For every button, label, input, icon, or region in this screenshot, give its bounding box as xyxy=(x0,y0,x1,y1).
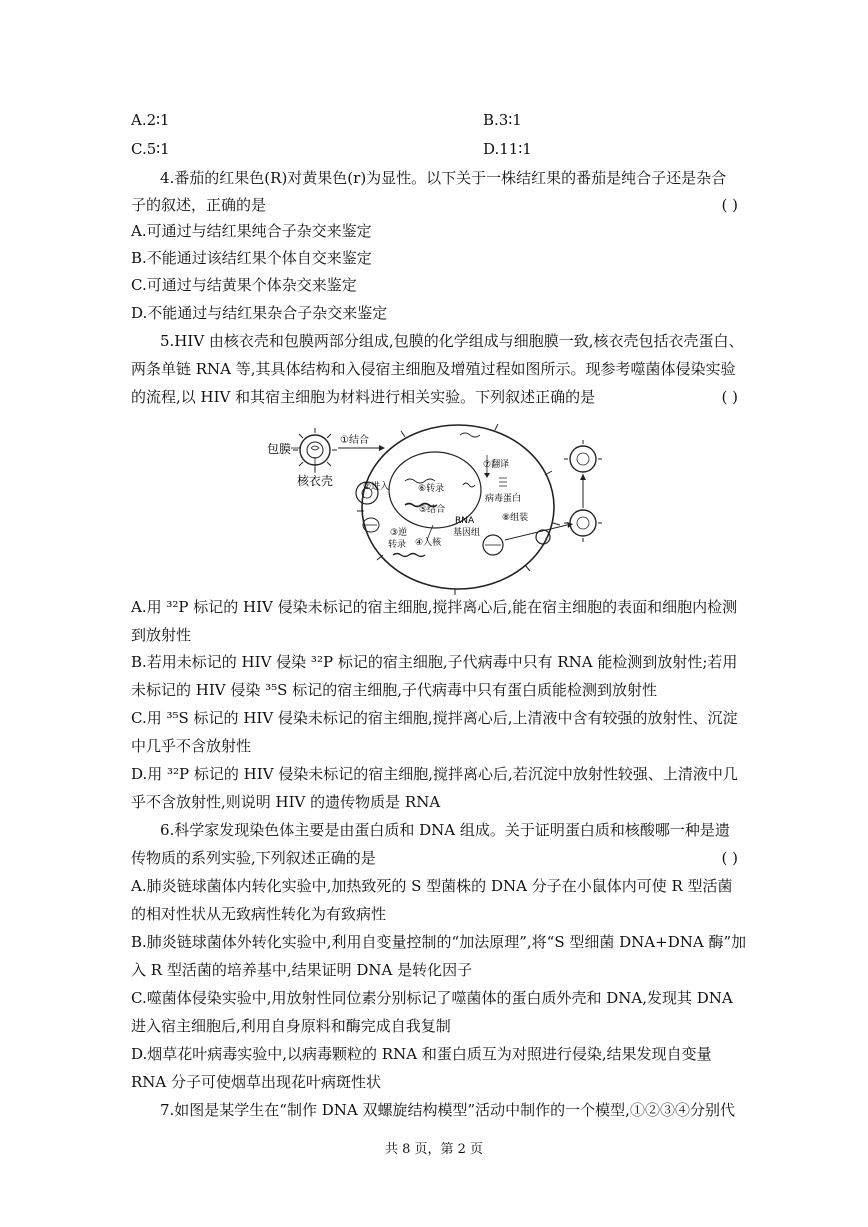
q3-option-a: A.2∶1 xyxy=(131,111,170,129)
q6-option-d-line1: D.烟草花叶病毒实验中,以病毒颗粒的 RNA 和蛋白质互为对照进行侵染,结果发现自变量 xyxy=(131,1045,712,1063)
q5-stem-line2: 两条单链 RNA 等,其具体结构和入侵宿主细胞及增殖过程如图所示。现参考噬菌体侵染实验 xyxy=(131,360,736,378)
q6-option-c-line2: 进入宿主细胞后,利用自身原料和酶完成自我复制 xyxy=(131,1017,451,1035)
q4-stem-line1: 4.番茄的红果色(R)对黄果色(r)为显性。以下关于一株结红果的番茄是纯合子还是杂合 xyxy=(160,169,727,187)
q4-option-c: C.可通过与结黄果个体杂交来鉴定 xyxy=(131,276,357,294)
q5-answer-blank: ( ) xyxy=(721,388,738,406)
q6-option-b-line1: B.肺炎链球菌体外转化实验中,利用自变量控制的“加法原理”,将“S 型细菌 DNA+DNA 酶”加 xyxy=(131,933,747,951)
step-3a-label: ③逆 xyxy=(390,528,408,538)
q6-option-b-line2: 入 R 型活菌的培养基中,结果证明 DNA 是转化因子 xyxy=(131,961,473,979)
q6-option-a-line2: 的相对性状从无致病性转化为有致病性 xyxy=(131,905,387,923)
q7-stem-line1: 7.如图是某学生在“制作 DNA 双螺旋结构模型”活动中制作的一个模型,①②③④分别代 xyxy=(160,1101,735,1119)
q4-option-b: B.不能通过该结红果个体自交来鉴定 xyxy=(131,249,372,267)
step-8-label: ⑧组装 xyxy=(502,513,529,523)
q5-stem-line3: 的流程,以 HIV 和其宿主细胞为材料进行相关实验。下列叙述正确的是 xyxy=(131,388,596,406)
q5-option-a-line2: 到放射性 xyxy=(131,626,192,644)
q5-stem-line1: 5.HIV 由核衣壳和包膜两部分组成,包膜的化学组成与细胞膜一致,核衣壳包括衣壳蛋白、 xyxy=(160,332,744,350)
q5-option-a-line1: A.用 ³²P 标记的 HIV 侵染未标记的宿主细胞,搅拌离心后,能在宿主细胞的表面和细胞内检测 xyxy=(131,598,738,616)
step-7-label: ⑦翻译 xyxy=(483,460,510,470)
q4-option-d: D.不能通过与结红果杂合子杂交来鉴定 xyxy=(131,304,388,322)
q4-option-a: A.可通过与结红果纯合子杂交来鉴定 xyxy=(131,222,372,240)
q3-option-c: C.5∶1 xyxy=(131,140,170,158)
q3-option-b: B.3∶1 xyxy=(483,111,522,129)
hiv-particle-assembled xyxy=(483,535,503,555)
page-footer: 共 8 页，第 2 页 xyxy=(384,1142,484,1157)
q5-option-c-line2: 中几乎不含放射性 xyxy=(131,737,252,755)
q4-answer-blank: ( ) xyxy=(721,196,738,214)
hiv-particle-released-lower xyxy=(564,504,602,542)
step-2-label: ②进入 xyxy=(363,482,390,492)
q6-option-a-line1: A.肺炎链球菌体内转化实验中,加热致死的 S 型菌株的 DNA 分子在小鼠体内可使 R 型活菌 xyxy=(131,877,733,895)
q5-option-c-line1: C.用 ³⁵S 标记的 HIV 侵染未标记的宿主细胞,搅拌离心后,上清液中含有较强的放射性、沉淀 xyxy=(131,709,738,727)
q6-option-c-line1: C.噬菌体侵染实验中,用放射性同位素分别标记了噬菌体的蛋白质外壳和 DNA,发现其 DNA xyxy=(131,989,733,1007)
label-genome: 基因组 xyxy=(453,528,481,538)
host-cell-membrane xyxy=(362,425,554,589)
label-envelope: 包膜 xyxy=(267,442,292,456)
q5-option-d-line2: 乎不含放射性,则说明 HIV 的遗传物质是 RNA xyxy=(131,793,441,811)
label-rna: RNA xyxy=(455,516,475,526)
q6-stem-line1: 6.科学家发现染色体主要是由蛋白质和 DNA 组成。关于证明蛋白质和核酸哪一种是遗 xyxy=(160,821,730,839)
q3-option-d: D.11∶1 xyxy=(483,140,532,158)
label-viral-protein: 病毒蛋白 xyxy=(485,494,522,504)
q4-stem-line2: 子的叙述，正确的是 xyxy=(131,196,267,214)
hiv-particle-released-upper xyxy=(564,440,602,478)
step-6-label: ⑥转录 xyxy=(418,484,445,494)
membrane-receptors xyxy=(357,424,560,595)
q5-option-b-line1: B.若用未标记的 HIV 侵染 ³²P 标记的宿主细胞,子代病毒中只有 RNA 能检测到放射性;若用 xyxy=(131,653,738,671)
step-5-label: ⑤结合 xyxy=(419,505,446,515)
q5-option-b-line2: 未标记的 HIV 侵染 ³⁵S 标记的宿主细胞,子代病毒中只有蛋白质能检测到放射性 xyxy=(131,681,657,699)
step-1-label: ①结合 xyxy=(340,435,369,446)
q6-option-d-line2: RNA 分子可使烟草出现花叶病斑性状 xyxy=(131,1073,382,1091)
label-nucleocapsid: 核衣壳 xyxy=(297,474,334,488)
q5-option-d-line1: D.用 ³²P 标记的 HIV 侵染未标记的宿主细胞,搅拌离心后,若沉淀中放射性较强、上清液中几 xyxy=(131,765,738,783)
step-3b-label: 转录 xyxy=(388,540,407,550)
q6-answer-blank: ( ) xyxy=(721,849,738,867)
q6-stem-line2: 传物质的系列实验,下列叙述正确的是 xyxy=(131,849,376,867)
hiv-infection-diagram xyxy=(255,415,625,595)
step-4-label: ④入核 xyxy=(415,538,442,548)
